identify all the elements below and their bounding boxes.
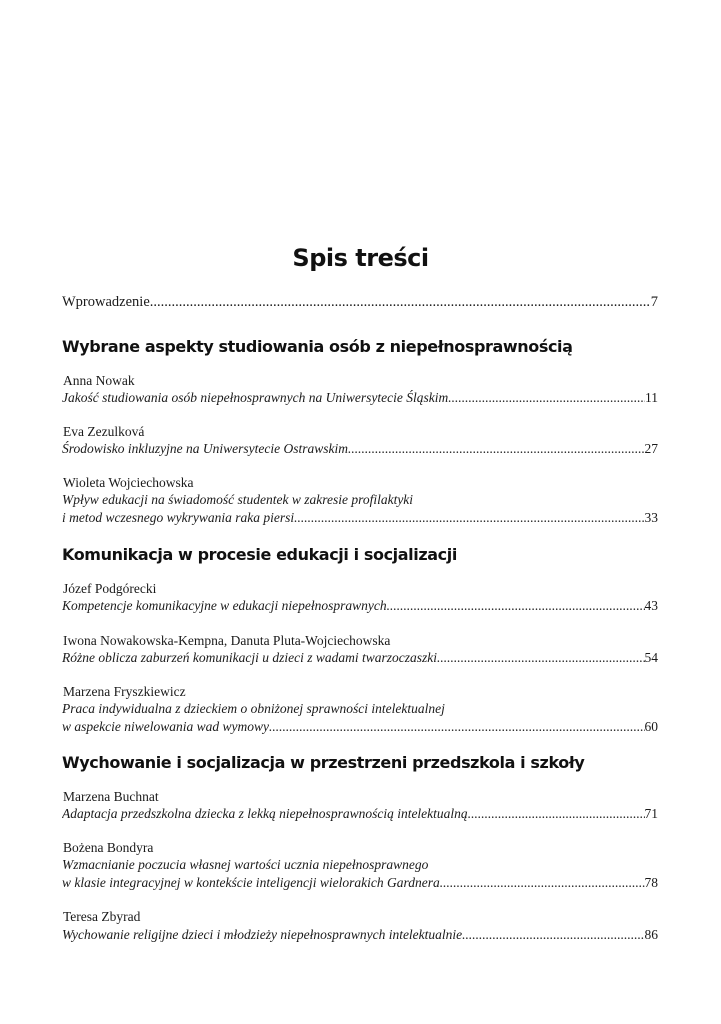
toc-entry[interactable]: [62, 875, 658, 893]
page-number: 7: [650, 294, 658, 310]
section-heading: Wybrane aspekty studiowania osób z niepełnosprawnością: [62, 337, 573, 356]
entry-title: Wychowanie religijne dzieci i młodzieży niepełnosprawnych intelektualnie: [62, 927, 463, 942]
toc-entry[interactable]: [62, 598, 658, 616]
entry-author: Teresa Zbyrad: [63, 909, 141, 924]
entry-title-line[interactable]: Wzmacnianie poczucia własnej wartości ucznia niepełnosprawnego: [62, 857, 429, 872]
leader-dots: [440, 875, 645, 891]
page-number: 54: [644, 650, 658, 665]
entry-title: Różne oblicza zaburzeń komunikacji u dzieci z wadami twarzoczaszki: [62, 650, 437, 665]
leader-dots: [348, 441, 645, 457]
leader-dots: [294, 510, 644, 526]
toc-entry[interactable]: [62, 927, 658, 945]
entry-title: Jakość studiowania osób niepełnosprawnych na Uniwersytecie Śląskim: [62, 390, 449, 405]
leader-dots: [462, 927, 644, 943]
entry-title: w klasie integracyjnej w kontekście inteligencji wielorakich Gardnera: [62, 875, 440, 890]
entry-author: Anna Nowak: [63, 373, 135, 388]
leader-dots: [437, 650, 645, 666]
entry-title-line[interactable]: Wpływ edukacji na świadomość studentek w zakresie profilaktyki: [62, 492, 414, 507]
entry-title: Adaptacja przedszkolna dziecka z lekką niepełnosprawnością intelektualną: [62, 806, 468, 821]
toc-entry[interactable]: [62, 390, 658, 408]
entry-author: Eva Zezulková: [63, 424, 145, 439]
entry-author: Wioleta Wojciechowska: [63, 475, 194, 490]
page-number: 78: [644, 875, 658, 890]
entry-title: Wprowadzenie: [62, 294, 150, 310]
leader-dots: [448, 390, 645, 406]
entry-title: Środowisko inkluzyjne na Uniwersytecie Ostrawskim: [62, 441, 348, 456]
section-heading: Wychowanie i socjalizacja w przestrzeni przedszkola i szkoły: [62, 753, 585, 772]
leader-dots: [150, 294, 651, 311]
page-number: 11: [645, 390, 658, 405]
entry-title: i metod wczesnego wykrywania raka piersi: [62, 510, 295, 525]
entry-author: Marzena Buchnat: [63, 789, 159, 804]
page-number: 71: [644, 806, 658, 821]
toc-entry[interactable]: [62, 650, 658, 668]
page-number: 27: [644, 441, 658, 456]
page-number: 43: [644, 598, 658, 613]
toc-entry[interactable]: [62, 510, 658, 528]
entry-title-line[interactable]: Praca indywidualna z dzieckiem o obniżonej sprawności intelektualnej: [62, 701, 445, 716]
entry-author: Józef Podgórecki: [63, 581, 157, 596]
leader-dots: [269, 719, 645, 735]
page-number: 33: [644, 510, 658, 525]
entry-title: Kompetencje komunikacyjne w edukacji niepełnosprawnych: [62, 598, 387, 613]
page-number: 86: [644, 927, 658, 942]
entry-author: Bożena Bondyra: [63, 840, 154, 855]
toc-entry[interactable]: [62, 441, 658, 459]
entry-title: w aspekcie niwelowania wad wymowy: [62, 719, 269, 734]
toc-entry[interactable]: [62, 719, 658, 737]
section-heading: Komunikacja w procesie edukacji i socjalizacji: [62, 545, 457, 564]
page-title: Spis treści: [292, 244, 429, 272]
toc-entry[interactable]: [62, 806, 658, 824]
entry-author: Iwona Nowakowska-Kempna, Danuta Pluta-Wojciechowska: [63, 633, 391, 648]
entry-author: Marzena Fryszkiewicz: [63, 684, 186, 699]
leader-dots: [387, 598, 645, 614]
leader-dots: [468, 806, 645, 822]
page-number: 60: [644, 719, 658, 734]
toc-entry-intro[interactable]: [62, 294, 658, 312]
